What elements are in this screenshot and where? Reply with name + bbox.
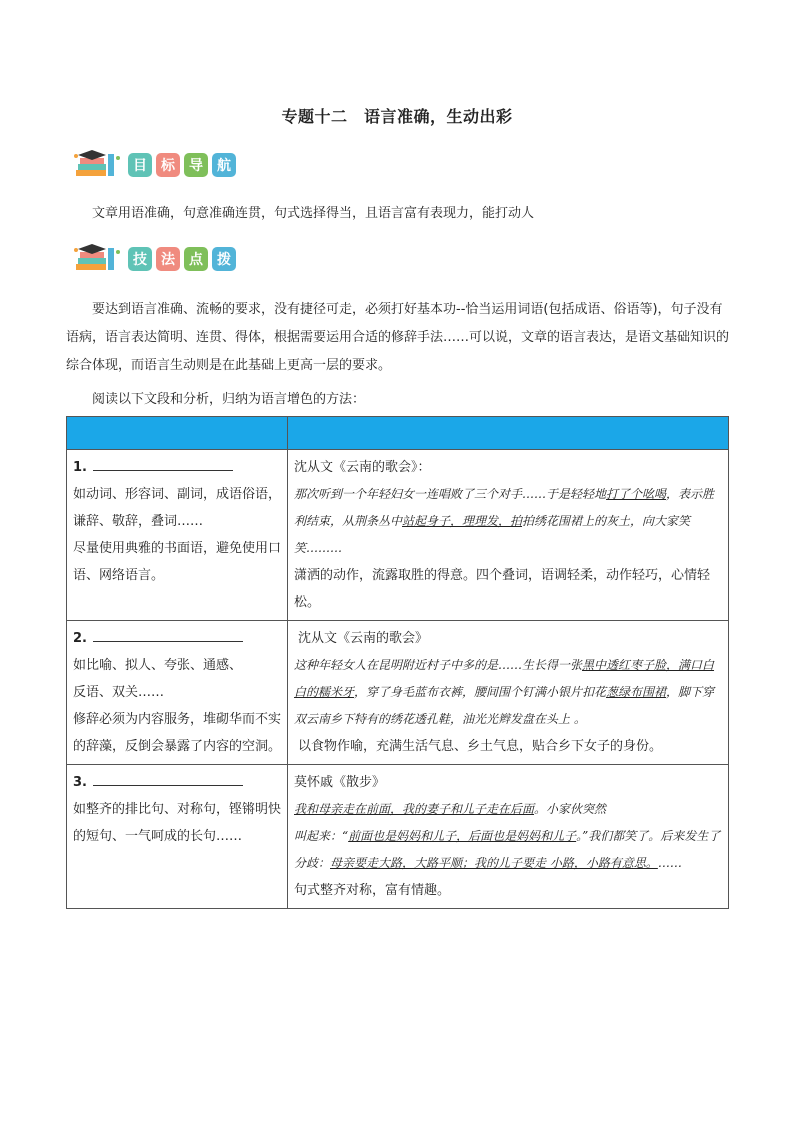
table-row bbox=[67, 450, 729, 621]
method-table bbox=[66, 416, 729, 909]
intro-text: 要达到语言准确、流畅的要求，没有捷径可走，必须打好基本功--恰当运用词语(包括成语、俗语等)，句子没有语病，语言表达简明、连贯、得体，根据需要运用合适的修辞手法……可以说，文章的语言表达，是语文基础知识的综合体现，而语言生动则是在此基础上更高一层的要求。 bbox=[66, 302, 730, 373]
method-line: 如整齐的排比句、对称句，铿锵明快的短句、一气呵成的长句…… bbox=[73, 802, 282, 844]
source-line: 沈从文《云南的歌会》： bbox=[294, 460, 431, 475]
row-number: 3. bbox=[73, 775, 87, 790]
goal-banner bbox=[72, 148, 236, 182]
method-line: 如动词、形容词、副词，成语俗语，谦辞、敬辞，叠词…… bbox=[73, 487, 282, 529]
example-cell bbox=[288, 621, 729, 765]
analysis-line: 句式整齐对称，富有情趣。 bbox=[294, 883, 451, 898]
badge: 点 bbox=[184, 247, 208, 271]
method-line: 反语、双关…… bbox=[73, 685, 165, 700]
excerpt: 这种年轻女人在昆明附近村子中多的是……生长得一张黑中透红枣子脸，满口白白的糯米牙，穿了身毛蓝布衣裤，腰间围个钉满小银片扣花葱绿布围裙，脚下穿双云南乡下特有的绣花透孔鞋，油光光辫发盘在头上 。 bbox=[294, 658, 715, 726]
row-number: 1. bbox=[73, 460, 87, 475]
table-row bbox=[67, 765, 729, 909]
table-header-row bbox=[67, 417, 729, 450]
badge: 导 bbox=[184, 153, 208, 177]
technique-banner bbox=[72, 242, 236, 276]
source-line: 莫怀戚《散步》 bbox=[294, 775, 386, 790]
method-line: 尽量使用典雅的书面语，避免使用口语、网络语言。 bbox=[73, 541, 282, 583]
method-line: 修辞必须为内容服务，堆砌华而不实的辞藻，反倒会暴露了内容的空洞。 bbox=[73, 712, 282, 754]
example-cell bbox=[288, 765, 729, 909]
method-cell bbox=[67, 450, 288, 621]
method-line: 如比喻、拟人、夸张、通感、 bbox=[73, 658, 243, 673]
badge: 技 bbox=[128, 247, 152, 271]
books-graduation-icon bbox=[72, 148, 126, 182]
answer-blank[interactable] bbox=[93, 454, 233, 471]
table-row bbox=[67, 621, 729, 765]
answer-blank[interactable] bbox=[93, 769, 243, 786]
page-title: 专题十二 语言准确，生动出彩 bbox=[281, 107, 513, 126]
badge: 标 bbox=[156, 153, 180, 177]
lead-text: 阅读以下文段和分析，归纳为语言增色的方法： bbox=[92, 392, 366, 407]
excerpt: 我和母亲走在前面，我的妻子和儿子走在后面。小家伙突然 叫起来：“前面也是妈妈和儿子，后面也是妈妈和儿子。”我们都笑了。后来发生了分歧：母亲要走大路，大路平顺；我的儿子要走 小路，小路有意思。…… bbox=[294, 802, 721, 870]
table-header-cell bbox=[67, 417, 288, 450]
method-cell bbox=[67, 621, 288, 765]
badge: 法 bbox=[156, 247, 180, 271]
analysis-line: 以食物作喻，充满生活气息、乡土气息，贴合乡下女子的身份。 bbox=[298, 739, 663, 754]
badge: 航 bbox=[212, 153, 236, 177]
goal-text: 文章用语准确，句意准确连贯，句式选择得当，且语言富有表现力，能打动人 bbox=[92, 206, 535, 221]
badge: 目 bbox=[128, 153, 152, 177]
table-header-cell bbox=[288, 417, 729, 450]
row-number: 2. bbox=[73, 631, 87, 646]
example-cell bbox=[288, 450, 729, 621]
source-line: 沈从文《云南的歌会》 bbox=[298, 631, 429, 646]
answer-blank[interactable] bbox=[93, 625, 243, 642]
books-graduation-icon bbox=[72, 242, 126, 276]
badge: 拨 bbox=[212, 247, 236, 271]
method-cell bbox=[67, 765, 288, 909]
analysis-line: 潇洒的动作，流露取胜的得意。四个叠词，语调轻柔，动作轻巧，心情轻松。 bbox=[294, 568, 711, 610]
excerpt: 那次听到一个年轻妇女一连唱败了三个对手……于是轻轻地打了个吆喝，表示胜利结束，从荆条丛中站起身子，理理发，拍拍绣花围裙上的灰土，向大家笑笑……… bbox=[294, 487, 715, 555]
